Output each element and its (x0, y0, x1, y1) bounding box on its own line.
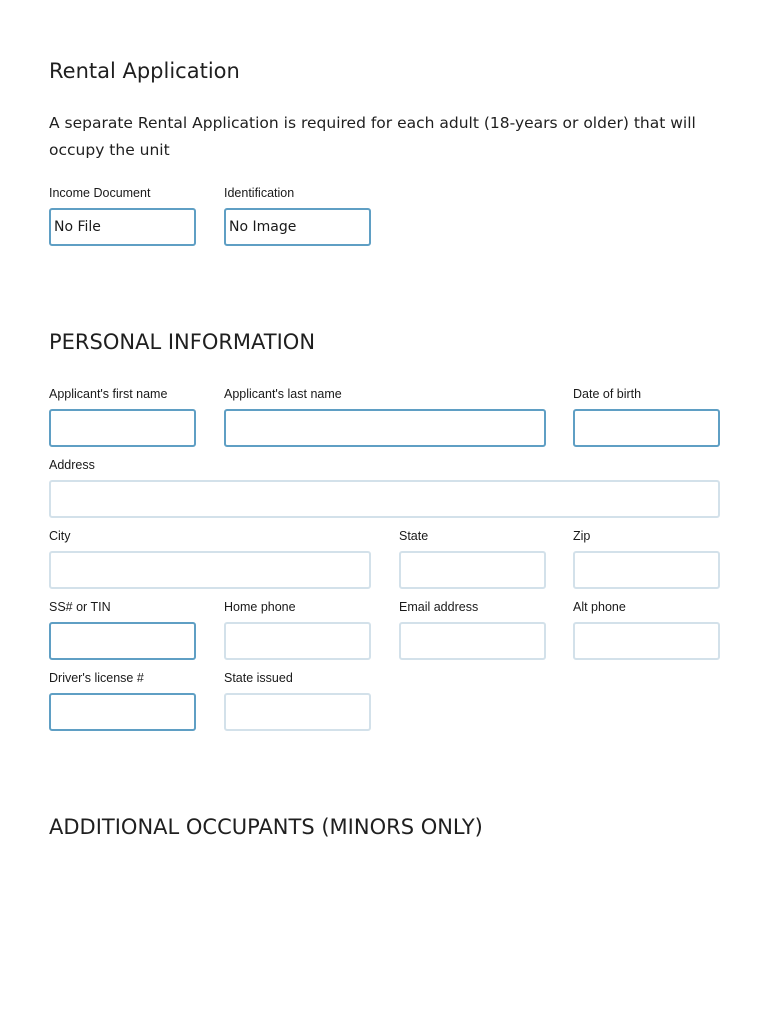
drivers-license-label: Driver's license # (49, 671, 144, 685)
alt-phone-input[interactable] (573, 622, 720, 660)
zip-label: Zip (573, 529, 591, 543)
personal-information-heading: PERSONAL INFORMATION (49, 330, 316, 354)
ssn-input[interactable] (49, 622, 196, 660)
income-document-upload[interactable]: No File (49, 208, 196, 246)
alt-phone-label: Alt phone (573, 600, 626, 614)
identification-label: Identification (224, 186, 295, 200)
email-label: Email address (399, 600, 479, 614)
income-document-label: Income Document (49, 186, 151, 200)
zip-input[interactable] (573, 551, 720, 589)
first-name-input[interactable] (49, 409, 196, 447)
email-input[interactable] (399, 622, 546, 660)
address-label: Address (49, 458, 95, 472)
state-issued-label: State issued (224, 671, 293, 685)
address-input[interactable] (49, 480, 720, 518)
drivers-license-input[interactable] (49, 693, 196, 731)
date-of-birth-label: Date of birth (573, 387, 642, 401)
last-name-label: Applicant's last name (224, 387, 342, 401)
home-phone-input[interactable] (224, 622, 371, 660)
intro-text: A separate Rental Application is required for each adult (18-years or older) that will occupy the unit (49, 114, 696, 159)
additional-occupants-heading: ADDITIONAL OCCUPANTS (MINORS ONLY) (49, 815, 483, 839)
state-input[interactable] (399, 551, 546, 589)
last-name-input[interactable] (224, 409, 546, 447)
identification-upload[interactable]: No Image (224, 208, 371, 246)
state-label: State (399, 529, 429, 543)
page-title: Rental Application (49, 59, 240, 83)
date-of-birth-input[interactable] (573, 409, 720, 447)
home-phone-label: Home phone (224, 600, 296, 614)
state-issued-input[interactable] (224, 693, 371, 731)
ssn-label: SS# or TIN (49, 600, 111, 614)
first-name-label: Applicant's first name (49, 387, 168, 401)
city-label: City (49, 529, 71, 543)
city-input[interactable] (49, 551, 371, 589)
